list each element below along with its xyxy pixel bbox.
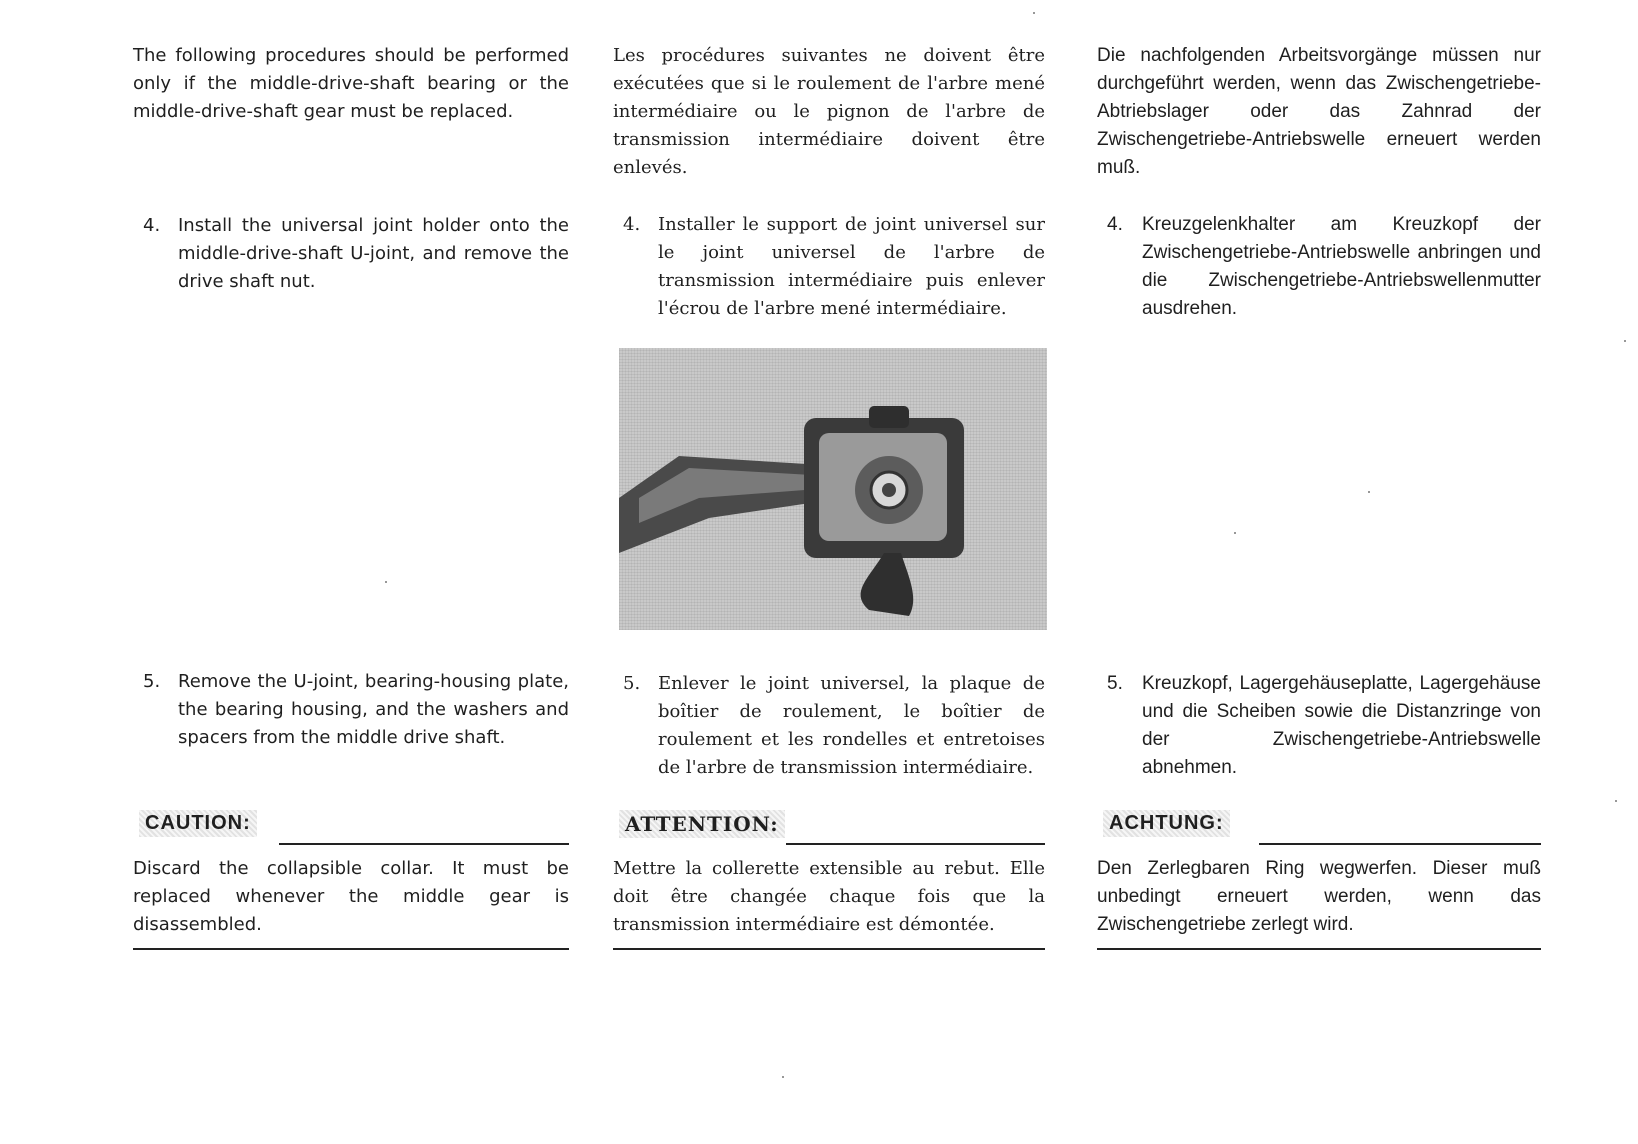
scan-speck	[1615, 800, 1617, 802]
nut-center	[882, 483, 896, 497]
holder-bolt	[869, 406, 909, 428]
german-caution-heading	[1097, 808, 1541, 846]
step-text: Remove the U-joint, bearing-housing plate, the bearing housing, and the washers and spacers from the middle drive shaft.	[178, 671, 569, 748]
french-intro: Les procédures suivantes ne doivent être exécutées que si le roulement de l'arbre mené intermédiaire ou le pignon de l'arbre de transmission intermédiaire doivent être enlevés.	[613, 45, 1045, 178]
step-number: 5.	[1107, 673, 1123, 694]
english-step-5	[133, 668, 569, 752]
step-text: Enlever le joint universel, la plaque de boîtier de roulement, le boîtier de roulement et les rondelles et entretoises de l'arbre de transmission intermédiaire.	[658, 673, 1045, 778]
caution-label: CAUTION:	[139, 810, 257, 837]
step-number: 5.	[143, 671, 161, 692]
german-step-5	[1097, 670, 1541, 782]
caution-rule	[279, 843, 569, 845]
step-text: Install the universal joint holder onto the middle-drive-shaft U-joint, and remove the drive shaft nut.	[178, 215, 569, 292]
scan-speck	[1368, 491, 1370, 493]
caution-bottom-rule	[133, 948, 569, 950]
french-step-5	[613, 670, 1045, 782]
scan-speck	[782, 1076, 784, 1078]
french-caution-text: Mettre la collerette extensible au rebut. Elle doit être changée chaque fois que la transmission intermédiaire est démontée.	[613, 858, 1045, 935]
step-number: 4.	[1107, 214, 1123, 235]
english-caution-text: Discard the collapsible collar. It must be replaced whenever the middle gear is disassembled.	[133, 858, 569, 935]
french-step-4	[613, 211, 1045, 323]
step-text: Installer le support de joint universel sur le joint universel de l'arbre de transmission intermédiaire puis enlever l'écrou de l'arbre mené intermédiaire.	[658, 214, 1045, 319]
caution-bottom-rule	[1097, 948, 1541, 950]
holder-handle	[861, 553, 914, 616]
caution-bottom-rule	[613, 948, 1045, 950]
english-intro: The following procedures should be performed only if the middle-drive-shaft bearing or the middle-drive-shaft gear must be replaced.	[133, 45, 569, 122]
scan-speck	[1234, 532, 1236, 534]
step-number: 5.	[623, 673, 641, 694]
scan-speck	[1624, 340, 1626, 342]
u-joint-illustration	[619, 348, 1047, 630]
scan-speck	[385, 581, 387, 583]
step-text: Kreuzgelenkhalter am Kreuzkopf der Zwischengetriebe-Antriebswelle anbringen und die Zwischengetriebe-Antriebswellenmutter ausdrehen.	[1142, 214, 1541, 319]
german-caution-text: Den Zerlegbaren Ring wegwerfen. Dieser muß unbedingt erneuert werden, wenn das Zwischengetriebe zerlegt wird.	[1097, 858, 1541, 935]
step-number: 4.	[623, 214, 641, 235]
caution-label: ACHTUNG:	[1103, 810, 1230, 837]
german-step-4	[1097, 211, 1541, 323]
caution-rule	[1259, 843, 1541, 845]
u-joint-holder-photo	[619, 348, 1047, 630]
english-step-4	[133, 212, 569, 296]
step-number: 4.	[143, 215, 161, 236]
german-intro: Die nachfolgenden Arbeitsvorgänge müssen nur durchgeführt werden, wenn das Zwischengetriebe-Abtriebslager oder das Zahnrad der Zwischengetriebe-Antriebswelle erneuert werden muß.	[1097, 45, 1541, 178]
step-text: Kreuzkopf, Lagergehäuseplatte, Lagergehäuse und die Scheiben sowie die Distanzringe von der Zwischengetriebe-Antriebswelle abnehmen.	[1142, 673, 1541, 778]
english-caution-heading	[133, 808, 569, 846]
french-caution-heading	[613, 808, 1045, 846]
caution-label: ATTENTION:	[619, 810, 785, 838]
caution-rule	[786, 843, 1045, 845]
scan-speck	[1033, 12, 1035, 14]
